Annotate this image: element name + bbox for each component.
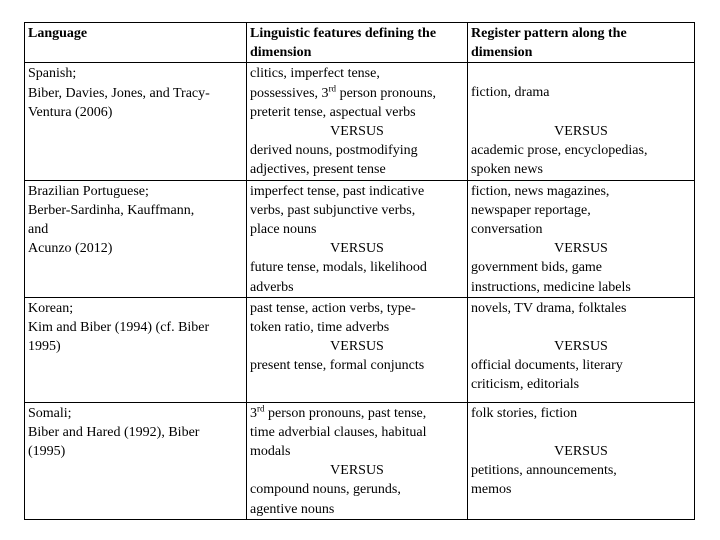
versus-label: VERSUS [554, 123, 608, 139]
features-cell: imperfect tense, past indicative verbs, past subjunctive verbs, place nouns VERSUS future tense, modals, likelihood adverbs [247, 180, 468, 297]
versus-label: VERSUS [330, 124, 384, 140]
table-row [25, 402, 695, 519]
versus-label: VERSUS [554, 241, 608, 257]
versus-label: VERSUS [330, 339, 384, 355]
versus-label: VERSUS [554, 339, 608, 355]
register-cell: folk stories, fiction VERSUS petitions, announcements, memos [468, 402, 695, 519]
register-cell: fiction, news magazines, newspaper reportage, conversation VERSUS government bids, game instructions, medicine labels [468, 180, 695, 297]
register-dimensions-table [24, 22, 695, 520]
versus-label: VERSUS [330, 463, 384, 479]
versus-label: VERSUS [554, 443, 608, 459]
language-cell: Brazilian Portuguese; Berber-Sardinha, Kauffmann, and Acunzo (2012) [25, 180, 247, 297]
register-cell: novels, TV drama, folktales VERSUS official documents, literary criticism, editorials [468, 297, 695, 402]
header-language: Language [25, 23, 247, 63]
language-cell: Korean; Kim and Biber (1994) (cf. Biber 1995) [25, 297, 247, 402]
language-cell: Somali; Biber and Hared (1992), Biber (1995) [25, 402, 247, 519]
register-cell: fiction, drama VERSUS academic prose, encyclopedias, spoken news [468, 63, 695, 180]
features-cell: past tense, action verbs, type- token ratio, time adverbs VERSUS present tense, formal conjuncts [247, 297, 468, 402]
header-features: Linguistic features defining the dimension [247, 23, 468, 63]
header-row [25, 23, 695, 63]
table-row [25, 180, 695, 297]
features-cell: 3rd person pronouns, past tense, time adverbial clauses, habitual modals VERSUS compound nouns, gerunds, agentive nouns [247, 402, 468, 519]
versus-label: VERSUS [330, 241, 384, 257]
table-row [25, 63, 695, 180]
language-cell: Spanish; Biber, Davies, Jones, and Tracy- Ventura (2006) [25, 63, 247, 180]
header-register: Register pattern along the dimension [468, 23, 695, 63]
features-cell: clitics, imperfect tense, possessives, 3rd person pronouns, preterit tense, aspectual verbs VERSUS derived nouns, postmodifying adjectives, present tense [247, 63, 468, 180]
table-row [25, 297, 695, 402]
